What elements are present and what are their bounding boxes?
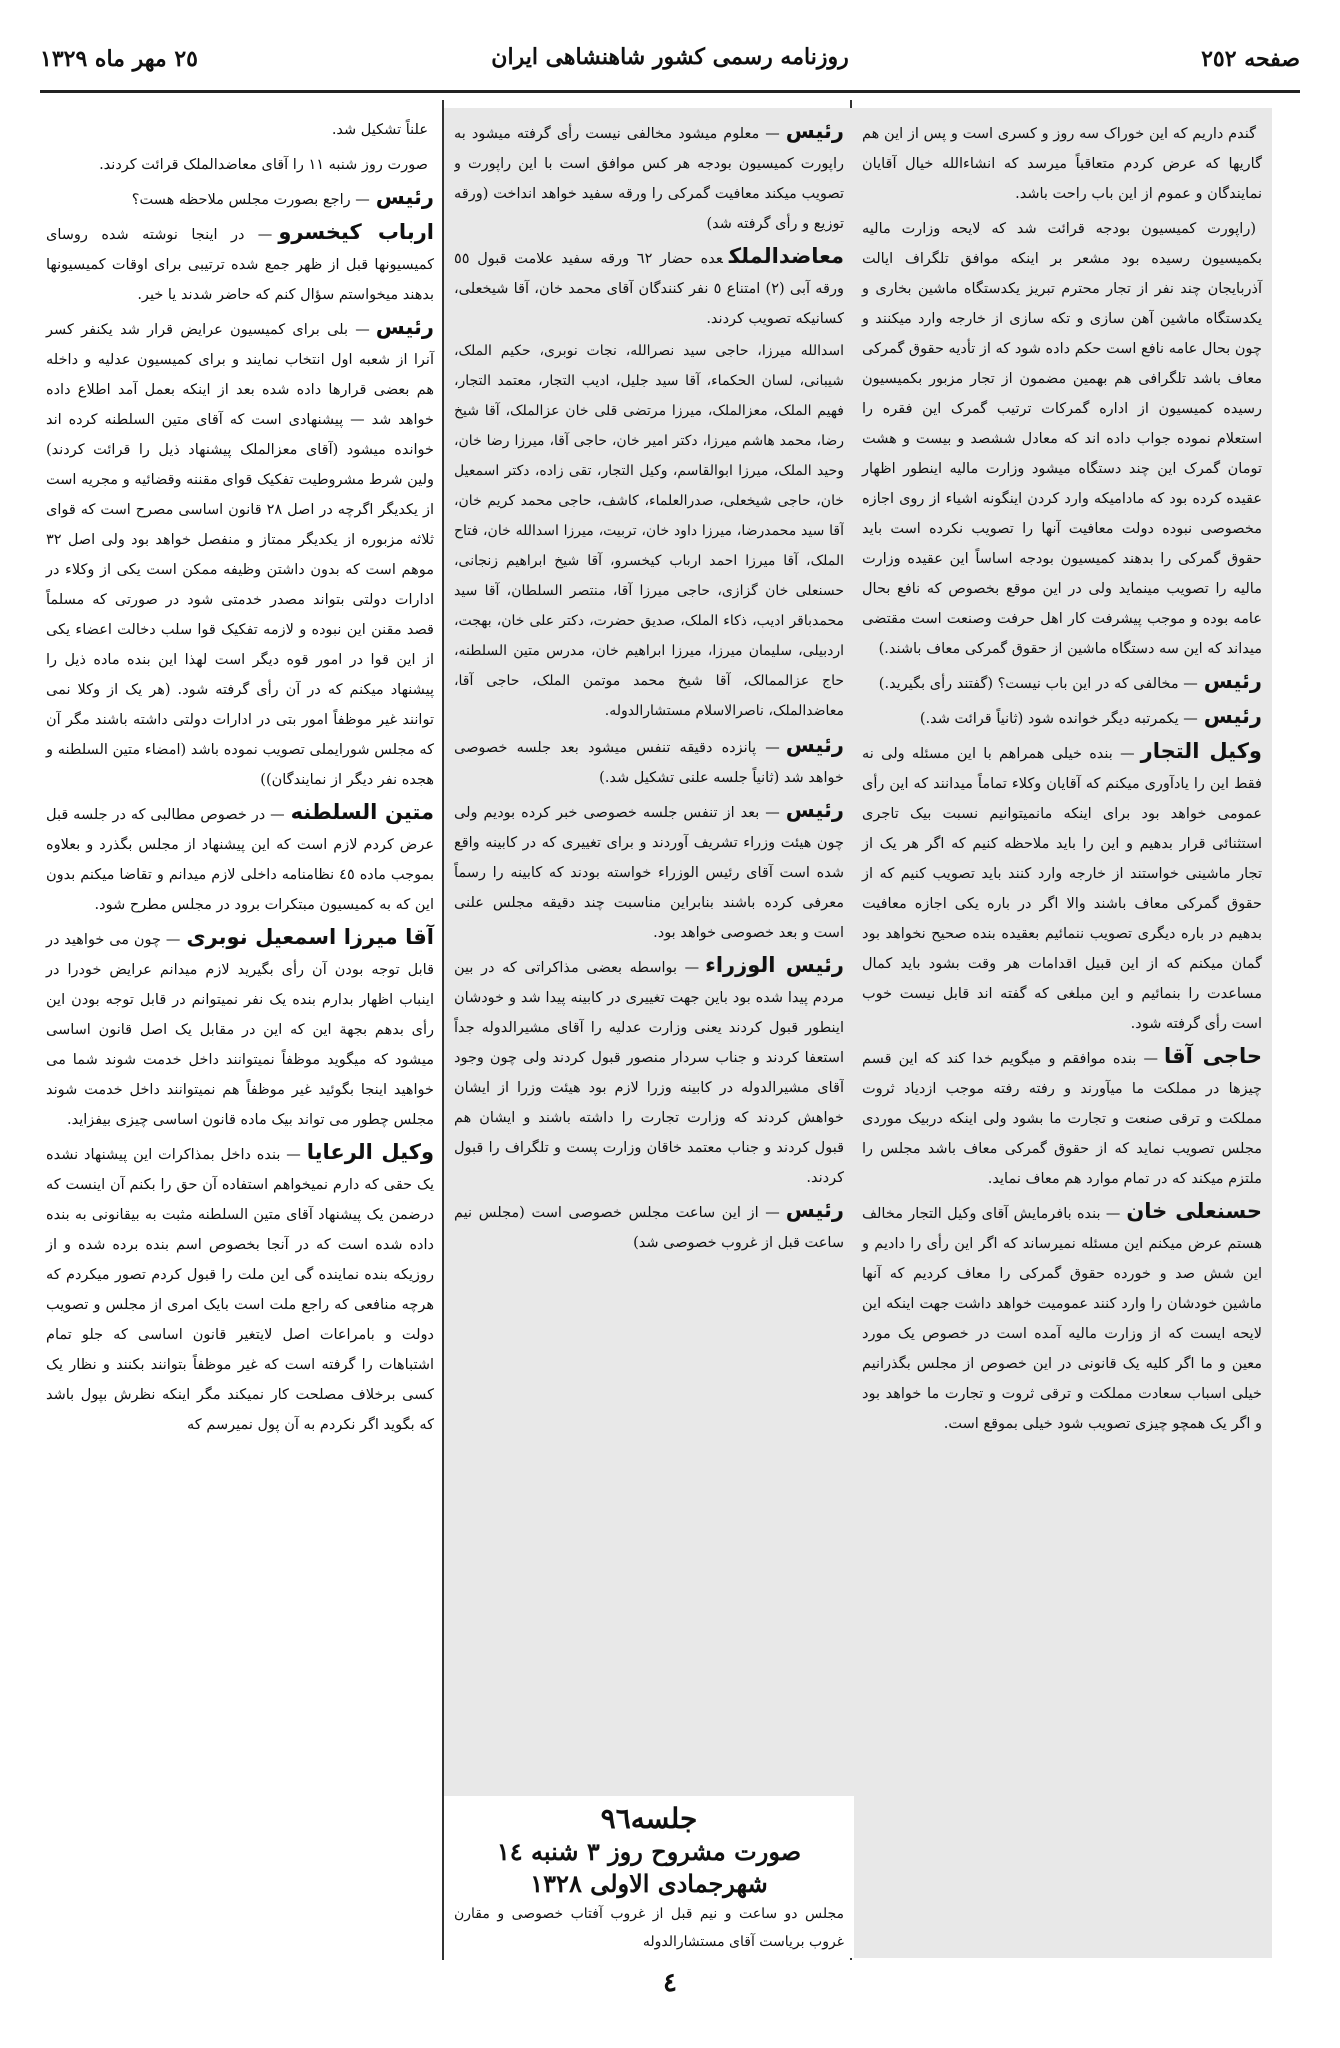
paragraph	[46, 112, 434, 145]
session-opening-text: مجلس دو ساعت و نیم قبل از غروب آفتاب خصوصی و مقارن غروب بریاست آقای مستشارالدوله	[454, 1906, 844, 1950]
speaker-name: رئیس الوزراء	[705, 953, 844, 977]
paragraph-text: صورت روز شنبه ١١ را آقای معاضدالملک قرائت کردند.	[99, 157, 428, 173]
voter-names-list: اسدالله میرزا، حاجی سید نصرالله، نجات نوبری، حکیم الملک، شیبانی، لسان الحکماء، آقا سید جلیل، ادیب التجار، معتمد التجار، فهیم الملک، معزالملک، میرزا مرتضی قلی خان عزالملک، آقا شیخ رضا، محمد هاشم میرزا، دکتر امیر خان، حاجی آقا، میرزا رضا خان، وحید الملک، میرزا ابوالقاسم، وکیل التجار، تقی زاده، دکتر اسمعیل خان، حاجی شیخعلی، صدرالعلماء، کاشف، حاجی محمد کریم خان، آقا سید محمدرضا، میرزا داود خان، تربیت، میرزا اسدالله خان، فتاح الملک، آقا میرزا احمد ارباب کیخسرو، آقا شیخ ابراهیم زنجانی، حسنعلی خان گزازی، حاجی میرزا آقا، منتصر السلطان، آقا سید محمدباقر ادیب، ذکاء الملک، صدیق حضرت، دکتر علی خان، بهجت، اردبیلی، سلیمان میرزا، میرزا ابراهیم خان، مدرس متین السلطنه، حاج عزالممالک، آقا شیخ محمد موتمن الملک، حاجی آقا، معاضدالملک، ناصرالاسلام مستشارالدوله.	[454, 343, 844, 719]
column-right	[852, 108, 1272, 1958]
paragraph	[862, 1196, 1262, 1439]
paragraph	[862, 736, 1262, 1039]
paragraph-text: علناً تشکیل شد.	[331, 122, 428, 138]
issue-date: ٢٥ مهر ماه ١٣٢٩	[40, 46, 198, 72]
session-date-line: صورت مشروح روز ٣ شنبه ١٤	[496, 1837, 802, 1866]
newspaper-title: روزنامه رسمی کشور شاهنشاهی ایران	[491, 44, 849, 70]
session-date-line: شهرجمادی الاولی ١٣٢٨	[530, 1869, 768, 1898]
paragraph-text: — راجع بصورت مجلس ملاحظه هست؟	[131, 192, 370, 208]
speaker-name: رئیس	[1203, 669, 1262, 693]
speaker-name: حسنعلی خان	[1126, 1199, 1262, 1223]
paragraph-text: گندم داریم که این خوراک سه روز و کسری است و پس از این هم گاریها که عرض کردم متعاقباً میرسد که انشاءالله خیال آقایان نمایندگان و عموم از این باب راحت باشد.	[862, 126, 1262, 202]
paragraph-text: — بعد از تنفس جلسه خصوصی خبر کرده بودیم ولی چون هیئت وزراء تشریف آوردند و برای تغییری که در کابینه واقع شده است آقای رئیس الوزراء خواسته بودند که کابینه را رسماً معرفی کرده باشند بنابراین مناسبت چند دقیقه مجلس علنی است و بعد خصوصی خواهد بود.	[454, 805, 844, 941]
paragraph-text: — بلی برای کمیسیون عرایض قرار شد یکنفر کسر آنرا از شعبه اول انتخاب نمایند و برای کمیسیون عدلیه و داخله هم بعضی قرارها داده شده بعد از اینکه بعمل آمد اطلاع داده خواهد شد — پیشنهادی است که آقای متین السلطنه کرده اند خوانده میشود (آقای معزالملک پیشنهاد ذیل را قرائت کردند) ولین شرط مشروطیت تفکیک قوای مقننه وقضائیه و مجریه است از یکدیگر اگرچه در اصل ٢٨ قانون اساسی مصرح است که قوای ثلاثه مزبوره از یکدیگر ممتاز و منفصل خواهد بود ولی اصل ٣٢ موهم است که بدون داشتن وظیفه ممکن است یکی از وکلاء در ادارات دولتی بتواند مصدر خدمتی شود در صورتی که مسلماً قصد مقنن این نبوده و لازمه تفکیک قوا سلب دخالت اعضاء یکی از این قوا در امور قوه دیگر است لهذا این بنده ماده ذیل را پیشنهاد میکنم که در آن رأی گرفته شود. (هر یک از وکلا نمی توانند غیر موظفاً امور بتی در ادارات دولتی داشته باشند مگر آن که مجلس شورایملی تصویب نموده باشد (امضاء متین السلطنه و هجده نفر دیگر از نمایندگان))	[46, 322, 434, 788]
paragraph	[862, 211, 1262, 664]
speaker-name: وکیل الرعایا	[306, 1140, 434, 1164]
paragraph-text: — از این ساعت مجلس خصوصی است (مجلس نیم ساعت قبل از غروب خصوصی شد)	[454, 1205, 844, 1251]
page-number: ٤	[663, 1968, 677, 1998]
paragraph-text: — مخالفی که در این باب نیست؟ (گفتند رأی بگیرید.)	[878, 676, 1198, 692]
paragraph-text: — بنده بافرمایش آقای وکیل التجار مخالف هستم عرض میکنم این مسئله نمیرساند که اگر این رأی را دادیم و این شش صد و خورده حقوق گمرکی را معاف کردیم که آنها ماشین خودشان را وارد کنند عمومیت خواهد داشت جهت اینکه این لایحه ایست که از وزارت مالیه آمده است در خصوص یک مورد معین و ما اگر کلیه یک قانونی در این خصوص از مجلس بگذرانیم خیلی اسباب سعادت مملکت و ترقی ثروت و تجارت ما خواهد بود و اگر یک همچو چیزی تصویب شود خیلی بموقع است.	[862, 1206, 1262, 1432]
paragraph-text: — بنده داخل بمذاکرات این پیشنهاد نشده یک حقی که دارم نمیخواهم استفاده آن حق را بکنم آن اینست که درضمن یک پیشنهاد آقای متین السلطنه مثبت به بیقانونی به بنده داده شده است که در آنجا بخصوص اسم بنده برده شده و از روزیکه بنده نماینده گی این ملت را قبول کردم تصور میکردم که هرچه منافعی که راجع ملت است بایک امری از مجلس و تصویب دولت و بامراعات اصل لایتغیر قانون اساسی که جلو تمام اشتباهات را گرفته است که غیر موظفاً بتوانند بکنند و نظار یک کسی برخلاف مصلحت کار نمیکند مگر اینکه نظرش بپول باشد که بگوید اگر نکردم به آن پول نمیرسم که	[46, 1147, 434, 1433]
page-header	[40, 40, 1300, 90]
paragraph	[46, 797, 434, 920]
header-rule	[40, 90, 1300, 93]
speaker-name: متین السلطنه	[290, 800, 434, 824]
session-title: جلسه٩٦	[600, 1802, 698, 1835]
middle-column-text	[454, 116, 844, 1794]
page-label: صفحه ٢٥٢	[1201, 46, 1300, 72]
paragraph	[46, 922, 434, 1135]
paragraph	[46, 147, 434, 180]
speaker-name: وکیل التجار	[1140, 739, 1262, 763]
paragraph	[454, 795, 844, 948]
paragraph	[454, 116, 844, 239]
paragraph-text: — چون می خواهید در قابل توجه بودن آن رأی بگیرید لازم میدانم عرایض خودرا در اینباب اظهار بدارم بنده یک نفر نمیتوانم در قابل توجه بودن این رأی بدهم بجهة این که این در مقابل یک اصل قانون اساسی میشود که میگوید موظفاً نمیتوانند داخل خدمت شوند شما می خواهید اینجا بگوئید غیر موظفاً هم نمیتوانند داخل خدمت شوند مجلس چطور می تواند بیک ماده قانون اساسی چیزی بیفزاید.	[46, 932, 434, 1128]
paragraph	[46, 217, 434, 310]
paragraph-text: — بنده موافقم و میگویم خدا کند که این قسم چیزها در مملکت ما میآورند و رفته رفته موجب ازدیاد ثروت مملکت و ترقی صنعت و تجارت ما بشود ولی اینکه دربیک موردی مجلس تصویب نماید که از حقوق گمرکی معاف باشد مجلس را ملتزم میکند که در تمام موارد هم معاف نماید.	[862, 1051, 1262, 1187]
paragraph	[862, 701, 1262, 734]
paragraph	[862, 666, 1262, 699]
paragraph	[454, 241, 844, 334]
paragraph	[46, 1137, 434, 1440]
paragraph-text: (راپورت کمیسیون بودجه قرائت شد که لایحه وزارت مالیه بکمیسیون رسیده بود مشعر بر اینکه موافق تلگراف ایالت آذربایجان چند نفر از تجار محترم تبریز یکدستگاه ماشین بخاری و یکدستگاه ماشین آهن سازی و تکه سازی از خارجه وارد میکنند و چون بحال عامه نافع است حکم داده شود که از تأدیه حقوق گمرکی معاف باشد تلگرافی هم بهمین مضمون از تجار مزبور بکمیسیون رسیده کمیسیون از اداره گمرکات ترتیب گمرک این فقره را استعلام نموده جواب داده اند که معادل ششصد و بیست و هشت تومان گمرک این چند دستگاه میشود وزارت مالیه اینطور اظهار عقیده کرده بود که مادامیکه وارد کردن اینگونه اشیاء از روی اجازه مخصوصی نبوده دولت معافیت آنها را تصویب نکرده است باید حقوق گمرکی را بدهند کمیسیون بودجه اساساً این عقیده وزارت مالیه را تصویب مینماید ولی در این موقع بخصوص که نافع بحال عامه بوده و موجب پیشرفت کار اهل حرفت وصنعت است مقتضی میداند که این سه دستگاه ماشین از حقوق گمرکی معاف باشند.)	[862, 221, 1262, 657]
paragraph	[862, 1041, 1262, 1194]
speaker-name: آقا میرزا اسمعیل نوبری	[186, 925, 435, 949]
paragraph	[46, 182, 434, 215]
paragraph-text: — بنده خیلی همراهم با این مسئله ولی نه فقط این را یادآوری میکنم که آقایان وکلاء تماماً میدانند که این رأی عمومی خواهد بود برای اینکه مانمیتوانیم نسبت بیک تاجری استثنائی قرار بدهیم و این را باید ملاحظه کنیم که اگر هر یک از تجار ماشینی خواستند از خارجه وارد کنند باید تصویب کنیم که از حقوق گمرکی معاف باشند والا اگر در باره یکی اجازه معافیت بدهیم در باره دیگری تصویب ننمائیم بعقیده بنده صحیح نخواهد بود گمان میکنم که از این قبیل اقدامات هر وقت بشود باید کمال مساعدت را بنمائیم و این مبلغی که گفته اند قابل نیست خوب است رأی گرفته شود.	[862, 746, 1262, 1032]
paragraph	[862, 116, 1262, 209]
paragraph	[454, 950, 844, 1193]
paragraph-text: — بواسطه بعضی مذاکراتی که در بین مردم پیدا شده بود باین جهت تغییری در کابینه پیدا شد و خودشان اینطور قبول کردند یعنی وزارت عدلیه را آقای مشیرالدوله جداً استعفا کردند و جناب سردار منصور قبول کردند ولی چون وجود آقای مشیرالدوله در کابینه وزرا لازم بود هیئت وزرا از ایشان خواهش کردند که وزارت تجارت را داشته باشند و ایشان هم قبول کردند و جناب معتمد خاقان وزارت پست و تلگراف را قبول کردند.	[454, 960, 844, 1186]
paragraph-text: عده حضار ٦٢ ورقه سفید علامت قبول ٥٥ ورقه آبی (٢) امتناع ٥ نفر کنندگان آقای محمد خان، آقا شیخعلی، کسانیکه تصویب کردند.	[454, 251, 844, 327]
speaker-name: رئیس	[785, 1198, 844, 1222]
paragraph	[454, 730, 844, 793]
paragraph-text: — یکمرتبه دیگر خوانده شود (ثانیاً قرائت شد.)	[919, 711, 1198, 727]
speaker-name: رئیس	[1203, 704, 1262, 728]
paragraph-text: — در اینجا نوشته شده روسای کمیسیونها قبل از ظهر جمع شده ترتیبی برای اوقات کمیسیونها بدهند میخواستم سؤال کنم که حاضر شدند یا خیر.	[46, 227, 434, 303]
paragraph-text: — معلوم میشود مخالفی نیست رأی گرفته میشود به راپورت کمیسیون بودجه هر کس موافق است با این راپورت و تصویب میکند معافیت گمرکی را ورقه سفید خواهد انداخت (ورقه توزیع و رأی گرفته شد)	[454, 126, 844, 232]
column-middle	[444, 108, 854, 1958]
speaker-name: رئیس	[375, 315, 434, 339]
speaker-name: رئیس	[785, 733, 844, 757]
paragraph-text: — در خصوص مطالبی که در جلسه قبل عرض کردم لازم است که این پیشنهاد از مجلس بگذرد و بعلاوه بموجب ماده ٤٥ نظامنامه داخلی لازم میدانم و تقاضا میکنم بدون این که به کمیسیون مبتکرات برود در مجلس مطرح شود.	[46, 807, 434, 913]
speaker-name: حاجی آقا	[1164, 1044, 1262, 1068]
speaker-name: معاضدالملک	[728, 244, 844, 268]
column-left	[40, 108, 440, 1958]
speaker-name: رئیس	[785, 798, 844, 822]
speaker-name: رئیس	[375, 185, 434, 209]
paragraph-text: — پانزده دقیقه تنفس میشود بعد جلسه خصوصی خواهد شد (ثانیاً جلسه علنی تشکیل شد.)	[454, 740, 844, 786]
paragraph	[454, 1195, 844, 1258]
speaker-name: ارباب کیخسرو	[278, 220, 434, 244]
speaker-name: رئیس	[785, 119, 844, 143]
paragraph	[46, 312, 434, 795]
session-heading-box	[444, 1796, 854, 1958]
